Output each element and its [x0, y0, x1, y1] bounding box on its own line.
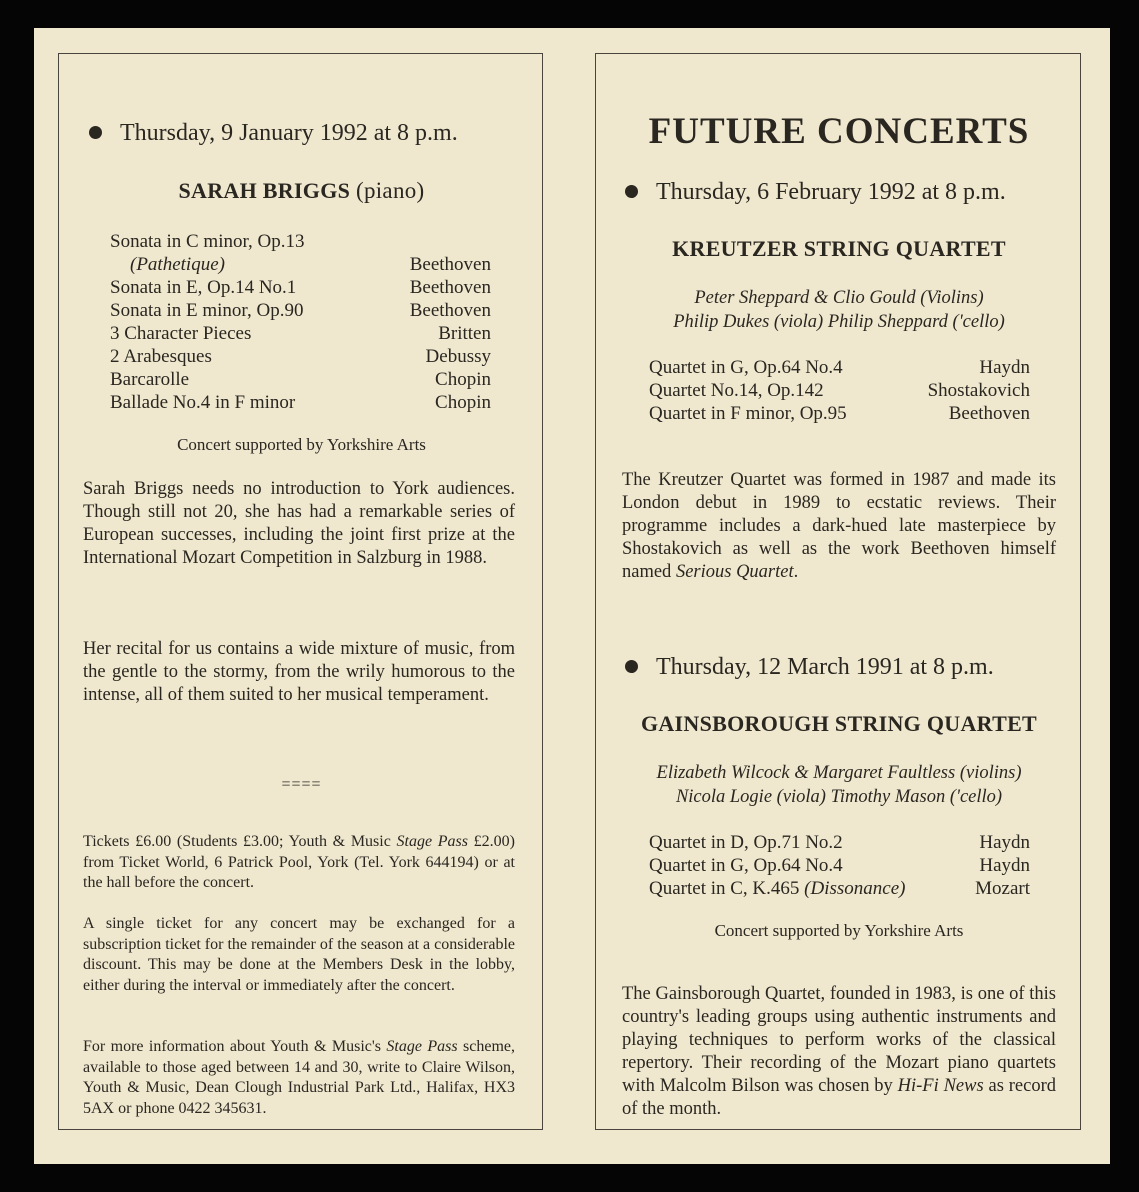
programme-item: Quartet in F minor, Op.95 Beethoven	[649, 403, 1030, 424]
concert-date: Thursday, 9 January 1992 at 8 p.m.	[89, 120, 458, 147]
description-paragraph: The Gainsborough Quartet, founded in 1983, is one of this country's leading groups using authentic instruments and playing techniques to perform works of the classical repertory. Their recording of the Mozart piano quartets with Malcolm Bilson was chosen by Hi-Fi News as record of the month.	[622, 984, 1056, 1119]
bullet-icon	[625, 660, 638, 673]
programme-item: (Pathetique) Beethoven	[130, 254, 491, 275]
right-panel	[595, 53, 1081, 1130]
separator: ====	[281, 776, 322, 793]
bullet-icon	[89, 126, 102, 139]
concert-date: Thursday, 6 February 1992 at 8 p.m.	[625, 179, 1006, 206]
concert-date: Thursday, 12 March 1991 at 8 p.m.	[625, 654, 994, 681]
programme-item: Barcarolle Chopin	[110, 369, 491, 390]
programme-item: 2 Arabesques Debussy	[110, 346, 491, 367]
support-note: Concert supported by Yorkshire Arts	[177, 435, 426, 454]
page-title: FUTURE CONCERTS	[648, 111, 1030, 152]
performer-name: KREUTZER STRING QUARTET	[672, 236, 1006, 261]
programme-list	[110, 230, 491, 414]
programme-item: Sonata in E minor, Op.90 Beethoven	[110, 300, 491, 321]
players-list: Peter Sheppard & Clio Gould (Violins) Philip Dukes (viola) Philip Sheppard ('cello)	[673, 288, 1005, 332]
description-paragraph: The Kreutzer Quartet was formed in 1987 and made its London debut in 1989 to ecstatic reviews. Their programme includes a dark-hued late masterpiece by Shostakovich as well as the work Beethoven himself named Serious Quartet.	[622, 470, 1056, 582]
youth-music-info: For more information about Youth & Music's Stage Pass scheme, available to those aged between 14 and 30, write to Claire Wilson, Youth & Music, Dean Clough Industrial Park Ltd., Halifax, HX3 5AX or phone 0422 345631.	[83, 1038, 515, 1117]
players-list: Elizabeth Wilcock & Margaret Faultless (violins) Nicola Logie (viola) Timothy Mason ('cello)	[656, 763, 1022, 807]
programme-item: Sonata in E, Op.14 No.1 Beethoven	[110, 277, 491, 298]
support-note: Concert supported by Yorkshire Arts	[714, 921, 964, 940]
programme-item: Ballade No.4 in F minor Chopin	[110, 392, 491, 413]
description-paragraph: Sarah Briggs needs no introduction to York audiences. Though still not 20, she has had a remarkable series of European successes, including the joint first prize at the International Mozart Competition in Salzburg in 1988.	[83, 479, 515, 568]
tickets-info: Tickets £6.00 (Students £3.00; Youth & Music Stage Pass £2.00) from Ticket World, 6 Patrick Pool, York (Tel. York 644194) or at the hall before the concert.	[83, 833, 516, 891]
programme-item: Quartet in D, Op.71 No.2 Haydn	[649, 832, 1030, 853]
concert-leaflet	[34, 28, 1110, 1164]
programme-item: Quartet in G, Op.64 No.4 Haydn	[649, 357, 1030, 378]
performer-name: GAINSBOROUGH STRING QUARTET	[640, 711, 1038, 736]
programme-item: Quartet in G, Op.64 No.4 Haydn	[649, 855, 1030, 876]
programme-list	[649, 356, 1030, 425]
programme-item: 3 Character Pieces Britten	[110, 323, 491, 344]
exchange-info: A single ticket for any concert may be exchanged for a subscription ticket for the remainder of the season at a considerable discount. This may be done at the Members Desk in the lobby, either during the interval or immediately after the concert.	[83, 915, 515, 994]
programme-item: Sonata in C minor, Op.13	[110, 231, 305, 252]
programme-item: Quartet in C, K.465 (Dissonance) Mozart	[649, 878, 1030, 899]
performer-name: SARAH BRIGGS (piano)	[178, 178, 425, 203]
description-paragraph: Her recital for us contains a wide mixture of music, from the gentle to the stormy, from the wrily humorous to the intense, all of them suited to her musical temperament.	[83, 639, 515, 705]
bullet-icon	[625, 185, 638, 198]
programme-list	[649, 831, 1030, 900]
left-panel	[58, 53, 543, 1130]
programme-item: Quartet No.14, Op.142 Shostakovich	[649, 380, 1030, 401]
